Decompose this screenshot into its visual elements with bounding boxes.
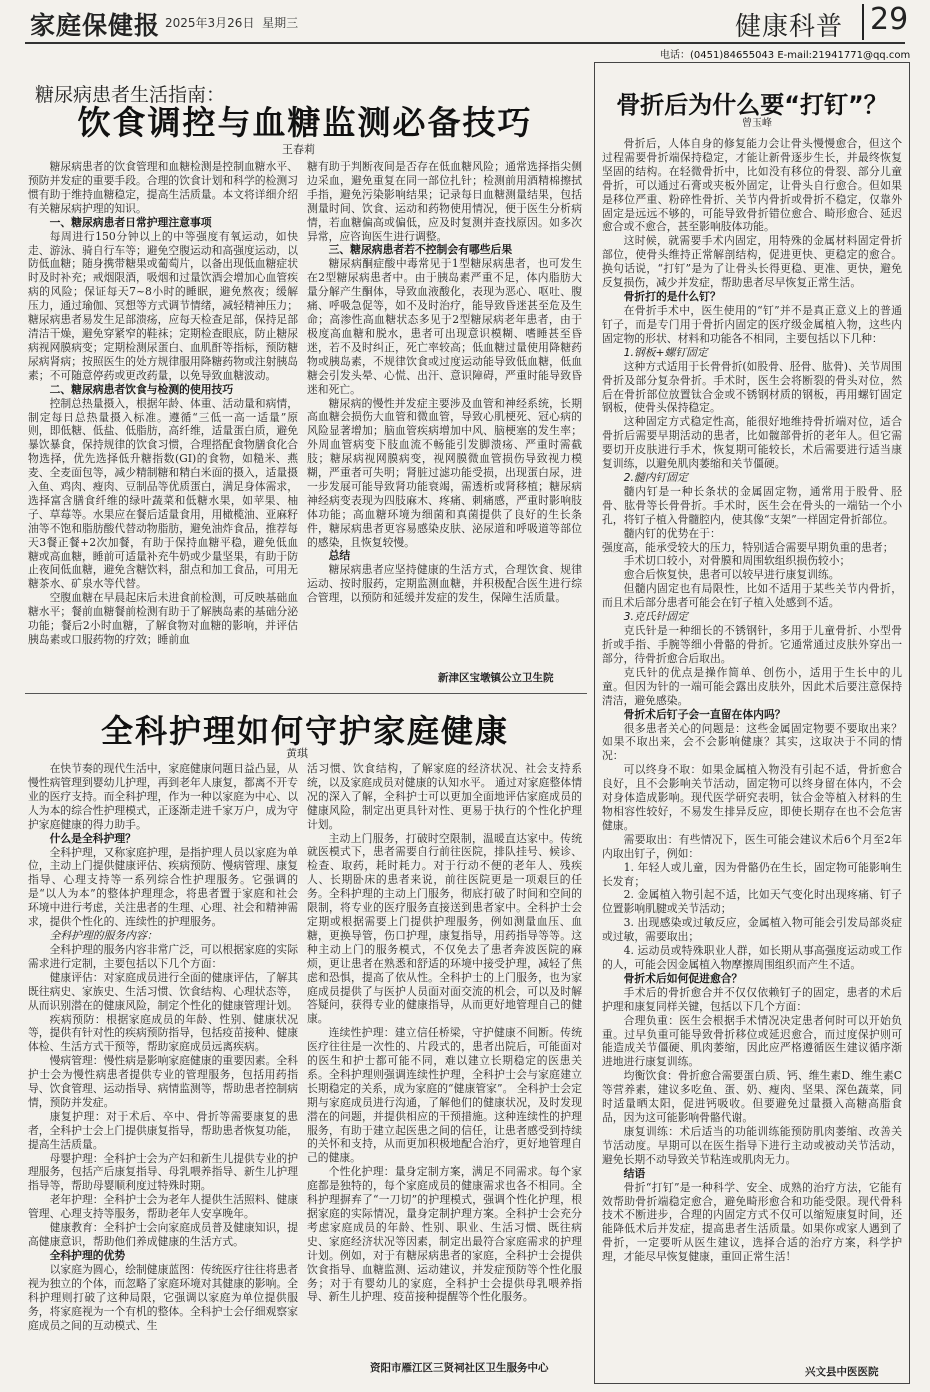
newspaper-name: 家庭保健报: [30, 11, 161, 40]
paragraph: 强度高，能承受较大的压力，特别适合需要早期负重的患者；: [602, 540, 894, 554]
paragraph: 这时候，就需要手术内固定，用特殊的金属材料固定骨折部位，使骨头维持正常解剖结构，促进更快、更稳定的愈合。换句话说，“打钉”是为了让骨头长得更稳、更准、更快，避免反复损伤，减少并发症，帮助患者尽早恢复正常生活。: [602, 234, 902, 290]
article1-department: 新津区宝墩镇公立卫生院: [438, 672, 554, 684]
page-number: 29: [870, 2, 909, 37]
article2-title: 全科护理如何守护家庭健康: [100, 712, 509, 750]
paragraph: 每周进行150分钟以上的中等强度有氧运动，如快走、游泳、骑自行车等；避免空腹运动和高强度运动，以防低血糖；随身携带糖果或葡萄片，以备出现低血糖症状时及时补充；戒烟限酒，吸烟和过量饮酒会增加心血管疾病的风险；保证每天7~8小时的睡眠，避免熬夜；缓解压力，通过瑜伽、冥想等方式调节情绪，减轻精神压力；糖尿病患者易发生足部溃疡，应每天检查足部，保持足部清洁干燥，避免穿紧窄的鞋袜；定期检查眼底，防止糖尿病视网膜病变；定期检测尿蛋白、血肌酐等指标，预防糖尿病肾病；按照医生的处方规律服用降糖药物或注射胰岛素；不可随意停药或更改药量，以免导致血糖波动。: [28, 229, 298, 382]
paragraph: 糖尿病酮症酸中毒常见于1型糖尿病患者，也可发生在2型糖尿病患者中。由于胰岛素严重不足，体内脂肪大量分解产生酮体，导致血液酸化，表现为恶心、呕吐、腹痛、呼吸急促等，如不及时治疗，能导致昏迷甚至危及生命；高渗性高血糖状态多见于2型糖尿病老年患者，由于极度高血糖和脱水，患者可出现意识模糊、嗜睡甚至昏迷，若不及时纠正，死亡率较高；低血糖过量使用降糖药物或胰岛素，不规律饮食或过度运动能导致低血糖，低血糖会引发头晕、心慌、出汗、意识障碍，严重时能导致昏迷和死亡。: [307, 257, 582, 396]
article3-title: 骨折后为什么要“打钉”？: [616, 91, 888, 119]
paragraph: 这种方式适用于长骨骨折(如股骨、胫骨、肱骨)、关节周围骨折及部分复杂骨折。手术时，医生会将断裂的骨头对位，然后在骨折部位放置钛合金或不锈钢材质的钢板，再用螺钉固定钢板，使骨头保持稳定。: [602, 359, 902, 415]
paragraph: 2. 金属植入物引起不适，比如天气变化时出现疼痛、钉子位置影响肌腱或关节活动；: [602, 888, 902, 916]
paragraph: 以家庭为圆心，绘制健康蓝图：传统医疗往往将患者视为独立的个体，而忽略了家庭环境对其健康的影响。全科护理则打破了这种局限，它强调以家庭为单位提供服务，将家庭视为一个有机的整体。全科护士会仔细观察家庭成员之间的互动模式、生: [28, 1262, 298, 1332]
minor-heading: 1.钢板+螺钉固定: [623, 345, 708, 359]
page-header: [0, 0, 930, 61]
paragraph: 可以终身不取：如果金属植入物没有引起不适，骨折愈合良好，且不会影响关节活动，固定物可以终身留在体内，不会对身体造成影响。现代医学研究表明，钛合金等植入材料的生物相容性较好，不易发生排异反应，即使长期存在也不会危害健康。: [602, 763, 902, 832]
paragraph: 髓内钉是一种长条状的金属固定物，通常用于股骨、胫骨、肱骨等长骨骨折。手术时，医生会在骨头的一端钻一个小孔，将钉子植入骨髓腔内，使其像“支架”一样固定骨折部位。: [602, 484, 902, 526]
article1-column-1: [28, 160, 298, 685]
subheading: 骨折术后钉子会一直留在体内吗？: [623, 707, 786, 721]
article3-author: 曾玉峰: [742, 118, 772, 129]
paragraph: 1. 年轻人或儿童，因为骨骼仍在生长，固定物可能影响生长发育；: [602, 860, 902, 888]
paragraph: 慢病管理：慢性病是影响家庭健康的重要因素。全科护士会为慢性病患者提供专业的管理服务，包括用药指导、饮食管理、运动指导、病情监测等，帮助患者控制病情，预防并发症。: [28, 1054, 298, 1109]
date-text: 2025年3月26日: [165, 16, 255, 30]
contact-info: 电话：(0451)84655043 E-mail:21941771@qq.com: [660, 50, 911, 61]
paragraph: 全科护理，又称家庭护理，是指护理人员以家庭为单位，主动上门提供健康评估、疾病预防、慢病管理、康复指导、心理支持等一系列综合性护理服务。它强调的是“以人为本”的整体护理理念，将患者置于家庭和社会环境中进行考虑，关注患者的生理、心理、社会和精神需求，提供个性化的、连续性的护理服务。: [28, 845, 298, 929]
paragraph: 在骨折手术中，医生使用的“钉”并不是真正意义上的普通钉子，而是专门用于骨折内固定的医疗级金属植入物，这些内固定物的形状、材料和功能各不相同，主要包括以下几种：: [602, 303, 902, 345]
paragraph: 全科护理的服务内容非常广泛，可以根据家庭的实际需求进行定制，主要包括以下几个方面：: [28, 942, 298, 970]
minor-heading: 2.髓内钉固定: [623, 470, 688, 484]
subheading: 一、糖尿病患者日常护理注意事项: [49, 215, 212, 229]
paragraph: 康复训练：术后适当的功能训练能预防肌肉萎缩、改善关节活动度。早期可以在医生指导下进行主动或被动关节活动，避免长期不动导致关节粘连或肌肉无力。: [602, 1124, 902, 1166]
paragraph: 糖有助于判断夜间是否存在低血糖风险；通常选择指尖侧边采血，避免重复在同一部位扎针；检测前用酒精棉擦拭手指，避免污染影响结果；记录每日血糖测量结果，包括测量时间、饮食、运动和药物使用情况，便于医生分析病情，若血糖偏高或偏低，应及时复测并查找原因。如多次异常，应咨询医生进行调整。: [307, 160, 582, 243]
article-divider: [25, 693, 587, 694]
article2-department: 资阳市雁江区三贤祠社区卫生服务中心: [370, 1362, 549, 1374]
article3-department: 兴文县中医医院: [805, 1366, 879, 1378]
paragraph: 母婴护理：全科护士会为产妇和新生儿提供专业的护理服务，包括产后康复指导、母乳喂养指导、新生儿护理指导等，帮助母婴顺利度过特殊时期。: [28, 1151, 298, 1193]
paragraph: 但髓内固定也有局限性，比如不适用于某些关节内骨折，而且术后部分患者可能会在钉子植入处感到不适。: [602, 582, 902, 610]
paragraph: 克氏针的优点是操作简单、创伤小，适用于生长中的儿童。但因为针的一端可能会露出皮肤外，因此术后要注意保持清洁，避免感染。: [602, 665, 902, 707]
paragraph: 这种固定方式稳定性高，能很好地维持骨折端对位，适合骨折后需要早期活动的患者，比如髋部骨折的老年人。但它需要切开皮肤进行手术，恢复期可能较长，术后需要进行适当康复训练，以避免肌肉萎缩和关节僵硬。: [602, 415, 902, 471]
article3-body: [602, 137, 902, 1362]
paragraph: 手术后的骨折愈合并不仅仅依赖钉子的固定，患者的术后护理和康复同样关键，包括以下几个方面：: [602, 985, 902, 1013]
paragraph: 疾病预防：根据家庭成员的年龄、性别、健康状况等，提供有针对性的疾病预防指导，包括疫苗接种、健康体检、生活方式干预等，帮助家庭成员远离疾病。: [28, 1012, 298, 1054]
section-title: 健康科普: [735, 12, 844, 42]
article1-author: 王春莉: [282, 143, 315, 156]
paragraph: 控制总热量摄入，根据年龄、体重、活动量和病情，制定每日总热量摄入标准。遵循“三低一高一适量”原则，即低糖、低盐、低脂肪，高纤维，适量蛋白质，避免暴饮暴食，保持规律的饮食习惯，合理搭配食物膳食化合物选择，优先选择低升糖指数(GI)的食物，如糙米、燕麦、全麦面包等，减少精制糖和精白米面的摄入，适量摄入鱼、鸡肉、瘦肉、豆制品等优质蛋白，满足身体需求，选择富含膳食纤维的绿叶蔬菜和低糖水果，如苹果、柚子、草莓等。水果应在餐后适量食用，用橄榄油、亚麻籽油等不饱和脂肪酸代替动物脂肪，避免油炸食品，推荐每天3餐正餐+2次加餐，有助于保持血糖平稳，避免低血糖或高血糖，睡前可适量补充牛奶或少量坚果，有助于防止夜间低血糖，避免含糖饮料，甜点和加工食品，可用无糖茶水、矿泉水等代替。: [28, 396, 298, 591]
article2-column-1: [28, 762, 298, 1374]
paragraph: 康复护理：对于术后、卒中、骨折等需要康复的患者，全科护士会上门提供康复指导，帮助患者恢复功能，提高生活质量。: [28, 1109, 298, 1151]
minor-heading: 3.克氏针固定: [623, 610, 688, 624]
paragraph: 糖尿病患者的饮食管理和血糖检测是控制血糖水平、预防并发症的重要手段。合理的饮食计划和科学的检测习惯有助于维持血糖稳定，提高生活质量。本文将详细介绍有关糖尿病护理的知识。: [28, 160, 298, 215]
paragraph: 健康评估：对家庭成员进行全面的健康评估，了解其既往病史、家族史、生活习惯、饮食结构、心理状态等，从而识别潜在的健康风险，制定个性化的健康管理计划。: [28, 970, 298, 1012]
paragraph: 连续性护理：建立信任桥梁，守护健康不间断。传统医疗往往是一次性的、片段式的，患者出院后，可能面对的医生和护士都可能不同，难以建立长期稳定的医患关系。全科护理则强调连续性护理，全科护士会与家庭建立长期稳定的关系，成为家庭的“健康管家”。 全科护士会定期与家庭成员进行沟通，了解他们的健康状况，及时发现潜在的问题，并提供相应的干预措施。这种连续性的护理服务，有助于建立起医患之间的信任，让患者感受到持续的关怀和支持，从而更加积极地配合治疗，更好地管理自己的健康。: [307, 1026, 582, 1165]
subheading: 总结: [328, 549, 351, 563]
paragraph: 空腹血糖在早晨起床后未进食前检测，可反映基础血糖水平；餐前血糖餐前检测有助于了解胰岛素的基础分泌功能；餐后2小时血糖，了解食物对血糖的影响，并评估胰岛素或口服药物的疗效；睡前血: [28, 591, 298, 646]
subheading: 结语: [623, 1166, 646, 1180]
subheading: 二、糖尿病患者饮食与检测的使用技巧: [49, 382, 234, 396]
paragraph: 3. 出现感染或过敏反应，金属植入物可能会引发局部炎症或过敏，需要取出；: [602, 916, 902, 944]
minor-heading: 全科护理的服务内容：: [49, 928, 158, 942]
subheading: 骨折打的是什么钉？: [623, 289, 721, 303]
paragraph: 活习惯、饮食结构，了解家庭的经济状况、社会支持系统，以及家庭成员对健康的认知水平。 通过对家庭整体情况的深入了解，全科护士可以更加全面地评估家庭成员的健康风险，制定出更具针对性、更易于执行的个性化护理计划。: [307, 762, 582, 831]
paragraph: 骨折后，人体自身的修复能力会让骨头慢慢愈合，但这个过程需要骨折端保持稳定，才能让新骨逐步生长，并最终恢复坚固的结构。在轻微骨折中，比如没有移位的骨裂、部分儿童骨折，可以通过石膏或夹板外固定，让骨头自行愈合。但如果是移位严重、粉碎性骨折、关节内骨折或骨折不稳定，仅靠外固定是远远不够的，可能导致骨折错位愈合、畸形愈合、延迟愈合或不愈合，甚至影响肢体功能。: [602, 137, 902, 234]
paragraph: 均衡饮食：骨折愈合需要蛋白质、钙、维生素D、维生素C等营养素，建议多吃鱼、蛋、奶、瘦肉、坚果、深色蔬菜，同时适量晒太阳，促进钙吸收。但要避免过量摄入高糖高脂食品，因为这可能影响骨骼代谢。: [602, 1069, 902, 1124]
article2-column-2: [307, 762, 582, 1358]
article1-kicker: 糖尿病患者生活指南：: [35, 84, 226, 106]
paragraph: 手术切口较小，对骨膜和周围软组织损伤较小；: [623, 554, 851, 568]
subheading: 什么是全科护理？: [49, 831, 136, 845]
weekday-text: 星期三: [262, 16, 299, 30]
paragraph: 老年护理：全科护士会为老年人提供生活照料、健康管理、心理支持等服务，帮助老年人安享晚年。: [28, 1193, 298, 1221]
paragraph: 合理负重：医生会根据手术情况决定患者何时可以开始负重。过早负重可能导致骨折移位或延迟愈合，而过度保护则可能造成关节僵硬、肌肉萎缩，因此应严格遵循医生建议循序渐进地进行康复训练。: [602, 1013, 902, 1069]
paragraph: 糖尿病患者应坚持健康的生活方式，合理饮食、规律运动、按时服药，定期监测血糖，并积极配合医生进行综合管理，以预防和延缓并发症的发生，保障生活质量。: [307, 563, 582, 605]
article2-author: 黄琪: [286, 747, 308, 760]
paragraph: 在快节奏的现代生活中，家庭健康问题日益凸显，从慢性病管理到婴幼儿护理，再到老年人康复，都离不开专业的医疗支持。而全科护理，作为一种以家庭为中心、以人为本的综合性护理模式，正逐渐走进千家万户，成为守护家庭健康的得力助手。: [28, 762, 298, 831]
subheading: 骨折术后如何促进愈合？: [623, 971, 743, 985]
paragraph: 4. 运动员或特殊职业人群，如长期从事高强度运动或工作的人，可能会因金属植入物摩擦周围组织而产生不适。: [602, 944, 902, 971]
subheading: 三、糖尿病患者若不控制会有哪些后果: [328, 243, 513, 257]
paragraph: 克氏针是一种细长的不锈钢针，多用于儿童骨折、小型骨折或手指、手腕等细小骨骼的骨折。它通常通过皮肤外穿出一部分，待骨折愈合后取出。: [602, 624, 902, 665]
header-rule: [25, 42, 905, 44]
article1-column-2: [307, 160, 582, 665]
paragraph: 骨折“打钉”是一种科学、安全、成熟的治疗方法，它能有效帮助骨折端稳定愈合，避免畸形愈合和功能受限。现代骨科技术不断进步，合理的内固定方式不仅可以缩短康复时间，还能降低术后并发症，提高患者生活质量。如果你或家人遇到了骨折，一定要听从医生建议，选择合适的治疗方案，科学护理，才能尽早恢复健康，重回正常生活！: [602, 1180, 902, 1264]
paragraph: 健康教育：全科护士会向家庭成员普及健康知识，提高健康意识，帮助他们养成健康的生活方式。: [28, 1221, 298, 1248]
paragraph: 愈合后恢复快，患者可以较早进行康复训练。: [623, 568, 840, 582]
issue-date: [165, 14, 298, 31]
paragraph: 个性化护理：量身定制方案，满足不同需求。每个家庭都是独特的，每个家庭成员的健康需求也各不相同。全科护理摒弃了“一刀切”的护理模式，强调个性化护理，根据家庭的实际情况，量身定制护理方案。全科护士会充分考虑家庭成员的年龄、性别、职业、生活习惯、既往病史、家庭经济状况等因素，制定出最符合家庭需求的护理计划。例如，对于有糖尿病患者的家庭，全科护士会提供饮食指导、血糖监测、运动建议，并发症预防等个性化服务；对于有婴幼儿的家庭，全科护士会提供母乳喂养指导、新生儿护理、疫苗接种提醒等个性化服务。: [307, 1165, 582, 1304]
paragraph: 糖尿病的慢性并发症主要涉及血管和神经系统，长期高血糖会损伤大血管和微血管，导致心肌梗死、冠心病的风险显著增加；脑血管疾病增加中风、脑梗塞的发生率；外周血管病变下肢血流不畅能引发脚溃疡、严重时需截肢；糖尿病视网膜病变，视网膜微血管损伤导致视力模糊，严重者可失明；肾脏过滤功能受损，出现蛋白尿，进一步发展可能导致肾功能衰竭，需透析或肾移植；糖尿病神经病变表现为四肢麻木、疼痛、刺痛感，严重时影响肢体功能；高血糖环境为细菌和真菌提供了良好的生长条件，糖尿病患者更容易感染皮肤、泌尿道和呼吸道等部位的感染，且恢复较慢。: [307, 396, 582, 549]
paragraph: 很多患者关心的问题是：这些金属固定物要不要取出来？如果不取出来，会不会影响健康？其实，这取决于不同的情况：: [602, 721, 902, 763]
subheading: 全科护理的优势: [49, 1248, 126, 1262]
paragraph: 髓内钉的优势在于：: [623, 526, 721, 540]
header-separator: [862, 4, 864, 40]
paragraph: 主动上门服务，打破时空限制，温暖直达家中。传统就医模式下，患者需要自行前往医院，排队挂号、候诊、检查、取药，耗时耗力。对于行动不便的老年人、残疾人、长期卧床的患者来说，前往医院更是一项艰巨的任务。全科护理的主动上门服务，彻底打破了时间和空间的限制，将专业的医疗服务直接送到患者家中。全科护士会定期或根据需要上门提供护理服务，例如测量血压、血糖，更换导管，伤口护理，康复指导，用药指导等等。这种主动上门的服务模式，不仅免去了患者奔波医院的麻烦，更让患者在熟悉和舒适的环境中接受护理，减轻了焦虑和恐惧，提高了依从性。全科护士的上门服务，也为家庭成员提供了与医护人员面对面交流的机会，可以及时解答疑问，获得专业的健康指导，从而更好地管理自己的健康。: [307, 831, 582, 1026]
article1-title: 饮食调控与血糖监测必备技巧: [77, 103, 533, 142]
paragraph: 需要取出：有些情况下，医生可能会建议术后6个月至2年内取出钉子，例如：: [602, 832, 902, 860]
